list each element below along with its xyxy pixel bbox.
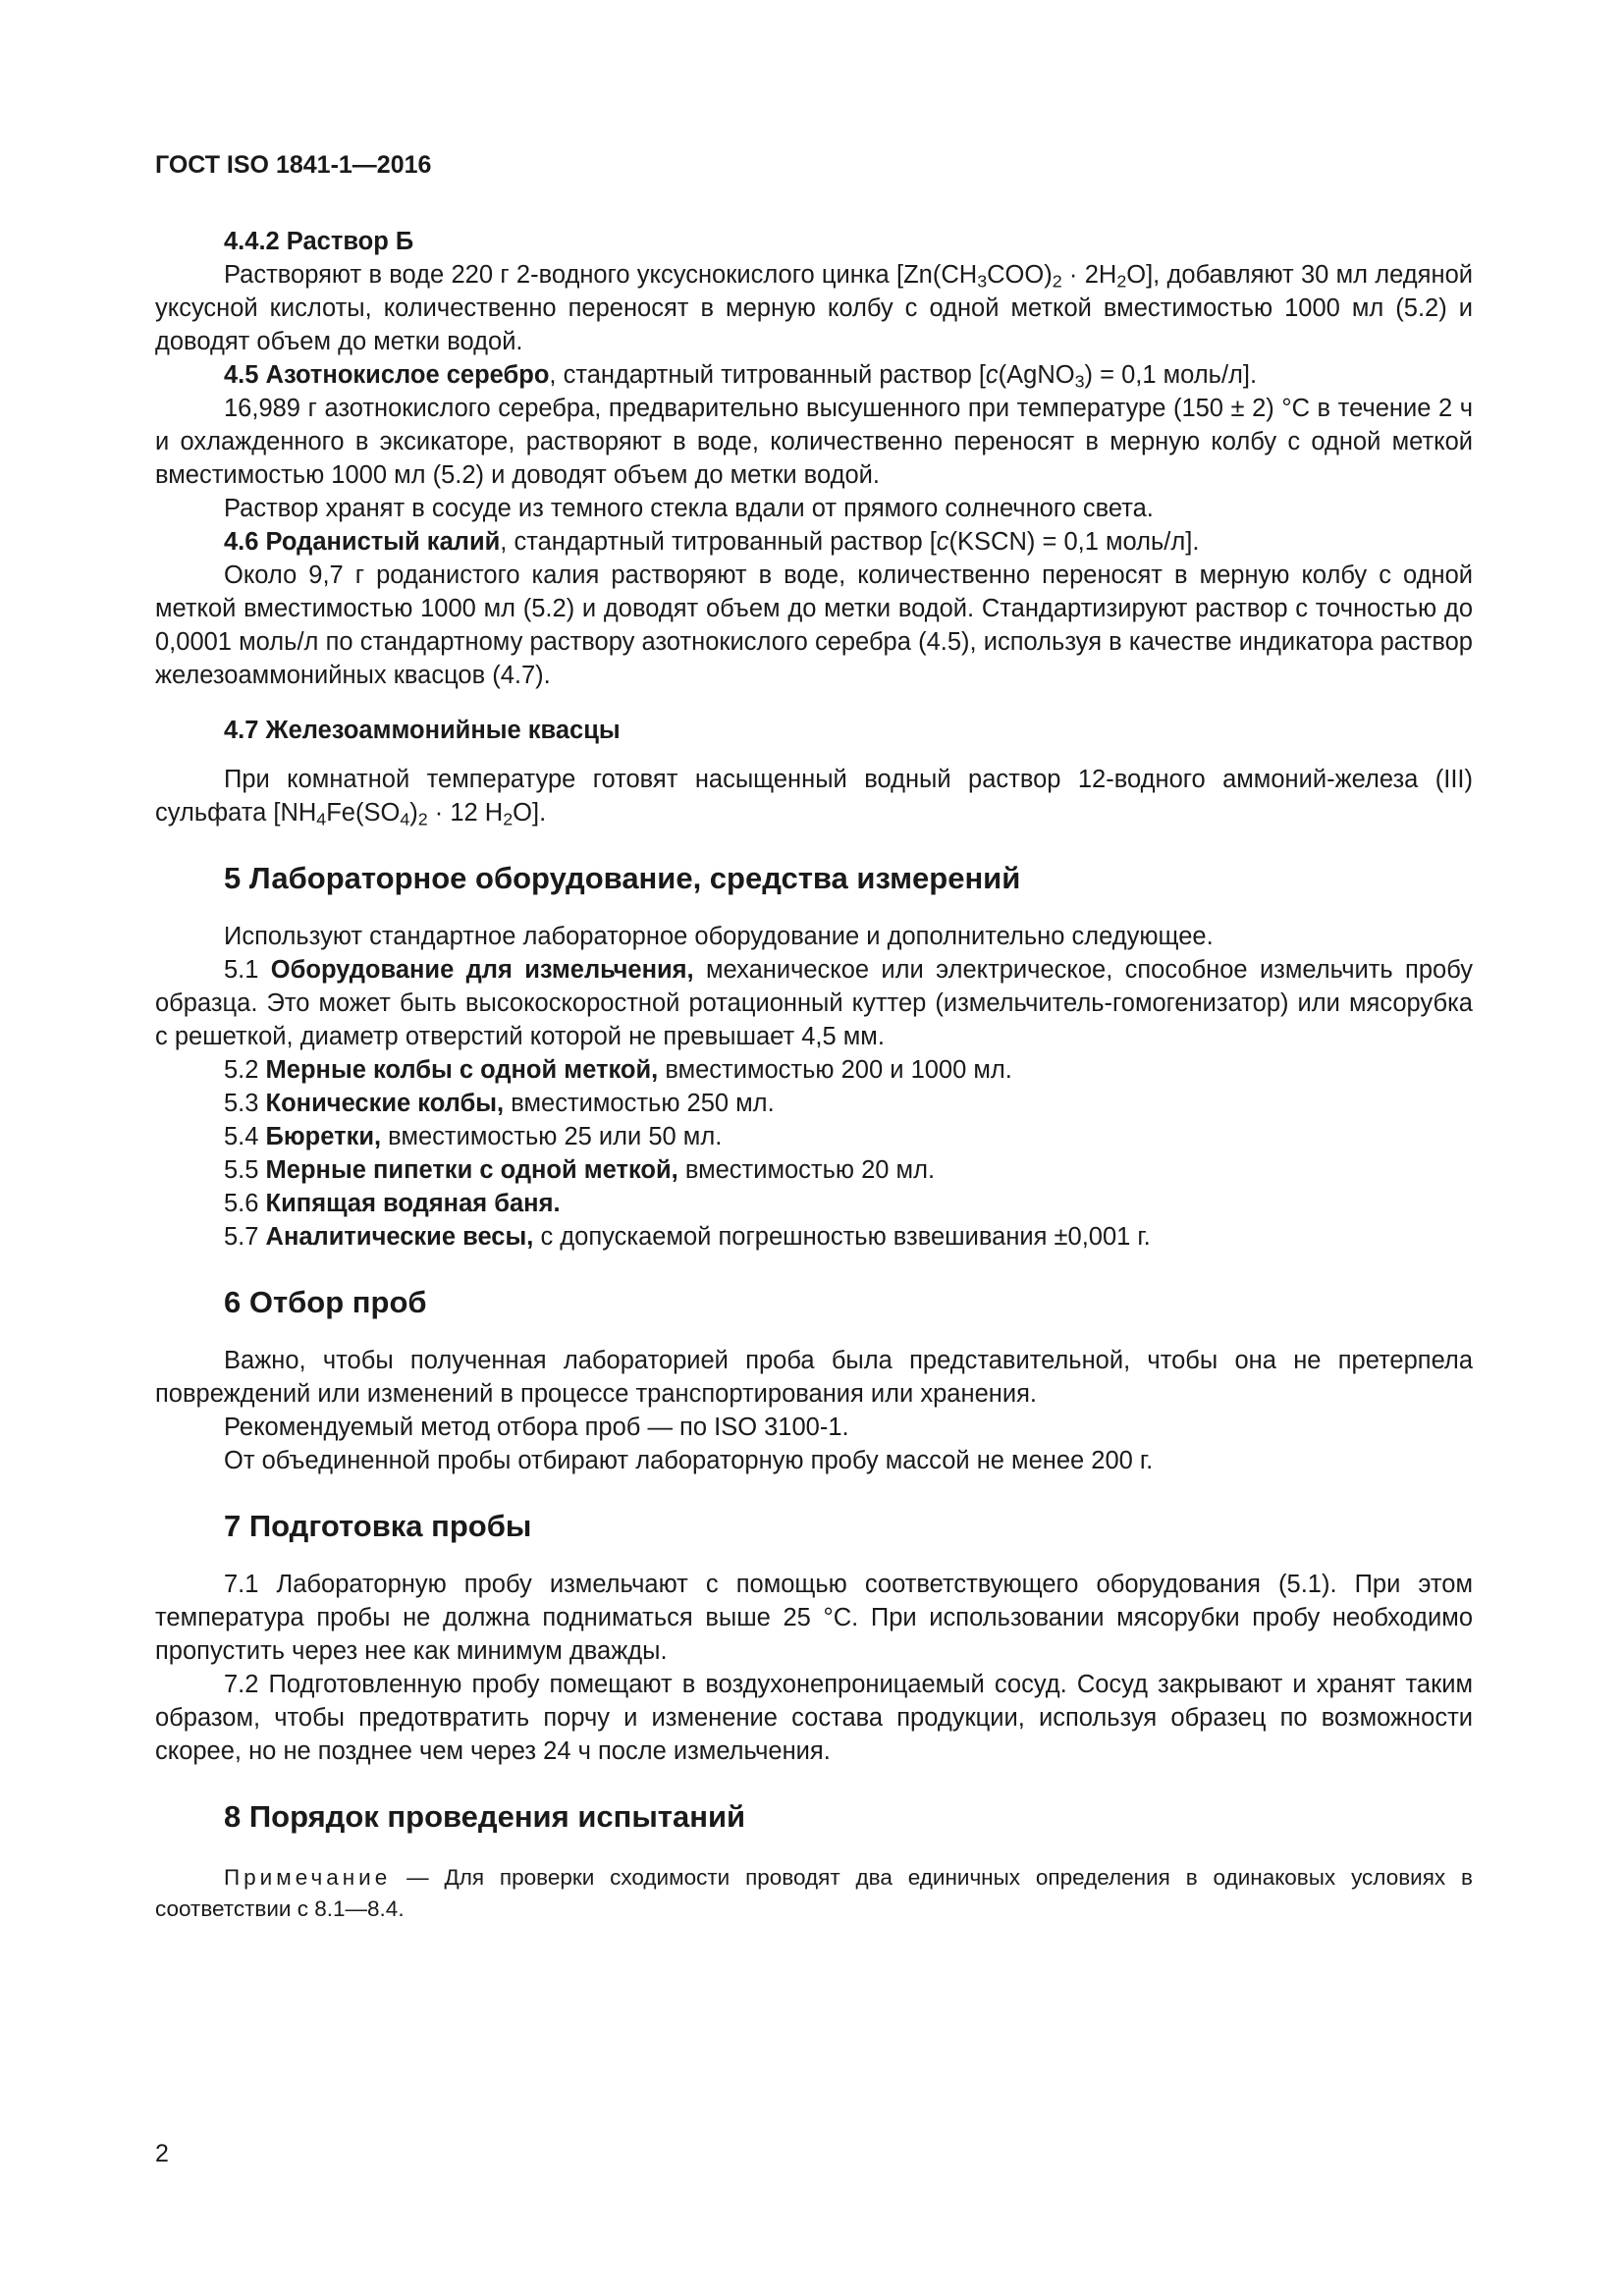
section-4-5-text: 16,989 г азотнокислого серебра, предварительно высушенного при температуре (150 ± 2) °С в течение 2 ч и охлажденного в эксикаторе, растворяют в воде, количественно переносят в мерную колбу с одной меткой вместимостью 1000 мл (5.2) и доводят объем до метки водой.	[155, 395, 1473, 489]
section-4-5-storage: Раствор хранят в сосуде из темного стекла вдали от прямого солнечного света.	[224, 495, 1154, 522]
section-4-4-2-text: Растворяют в воде 220 г 2-водного уксуснокислого цинка $[Zn(CH_3COO)_2 \cdot 2H_2O]$, добавляют 30 мл ледяной уксусной кислоты, количественно переносят в мерную колбу с одной меткой вместимостью 1000 мл (5.2) и доводят объем до метки водой.	[155, 261, 1473, 355]
list-item-5-4: 5.4 Бюретки, вместимостью 25 или 50 мл.	[224, 1123, 723, 1150]
list-item-5-6: 5.6 Кипящая водяная баня.	[224, 1190, 561, 1217]
section-7-heading: 7 Подготовка пробы	[224, 1509, 532, 1543]
section-4-4-2-title: 4.4.2 Раствор Б	[224, 228, 414, 255]
section-5-heading: 5 Лабораторное оборудование, средства измерений	[224, 861, 1021, 895]
section-4-7-title: 4.7 Железоаммонийные квасцы	[224, 717, 621, 744]
list-item-5-2: 5.2 Мерные колбы с одной меткой, вместимостью 200 и 1000 мл.	[224, 1056, 1012, 1084]
section-7-1-text: 7.1 Лабораторную пробу измельчают с помощью соответствующего оборудования (5.1). При этом температура пробы не должна подниматься выше 25 °С. При использовании мясорубки пробу необходимо пропустить через нее как минимум дважды.	[155, 1571, 1473, 1665]
section-4-7-text: При комнатной температуре готовят насыщенный водный раствор 12-водного аммоний-железа (III) сульфата [$NH_4Fe(SO_4)_2 \cdot 12$ $H_2O$].	[155, 766, 1473, 829]
section-6-text-1: Важно, чтобы полученная лабораторией проба была представительной, чтобы она не претерпела повреждений или изменений в процессе транспортирования или хранения.	[155, 1347, 1473, 1408]
section-8-heading: 8 Порядок проведения испытаний	[224, 1799, 746, 1834]
section-8-note: Примечание — Для проверки сходимости проводят два единичных определения в одинаковых условиях в соответствии с 8.1—8.4.	[155, 1865, 1473, 1921]
section-4-6-text: Около 9,7 г роданистого калия растворяют в воде, количественно переносят в мерную колбу с одной меткой вместимостью 1000 мл (5.2) и доводят объем до метки водой. Стандартизируют раствор с точностью до 0,0001 моль/л по стандартному раствору азотнокислого серебра (4.5), используя в качестве индикатора раствор железоаммонийных квасцов (4.7).	[155, 561, 1473, 689]
section-6-text-3: От объединенной пробы отбирают лабораторную пробу массой не менее 200 г.	[224, 1447, 1154, 1474]
list-item-5-3: 5.3 Конические колбы, вместимостью 250 мл.	[224, 1090, 775, 1117]
note-label: Примечание	[224, 1865, 392, 1890]
list-item-5-7: 5.7 Аналитические весы, с допускаемой погрешностью взвешивания ±0,001 г.	[224, 1223, 1151, 1251]
section-7-2-text: 7.2 Подготовленную пробу помещают в воздухонепроницаемый сосуд. Сосуд закрывают и хранят таким образом, чтобы предотвратить порчу и изменение состава продукции, используя образец по возможности скорее, но не позднее чем через 24 ч после измельчения.	[155, 1671, 1473, 1765]
page-header: ГОСТ ISO 1841-1—2016	[155, 151, 432, 179]
page-number: 2	[155, 2140, 169, 2167]
list-item-5-1: 5.1 Оборудование для измельчения, механическое или электрическое, способное измельчить пробу образца. Это может быть высокоскоростной ротационный куттер (измельчитель-гомогенизатор) или мясорубка с решеткой, диаметр отверстий которой не превышает 4,5 мм.	[155, 956, 1473, 1050]
section-6-text-2: Рекомендуемый метод отбора проб — по ISO 3100-1.	[224, 1414, 849, 1441]
list-item-5-5: 5.5 Мерные пипетки с одной меткой, вместимостью 20 мл.	[224, 1156, 936, 1184]
section-4-5-title: 4.5 Азотнокислое серебро, стандартный титрованный раствор [c(AgNO$_3$) = 0,1 моль/л].	[224, 361, 1258, 392]
section-6-heading: 6 Отбор проб	[224, 1285, 427, 1319]
document-body	[155, 225, 1473, 1925]
section-4-6-title: 4.6 Роданистый калий, стандартный титрованный раствор [c(KSCN) = 0,1 моль/л].	[224, 528, 1200, 556]
section-5-intro: Используют стандартное лабораторное оборудование и дополнительно следующее.	[224, 923, 1214, 950]
